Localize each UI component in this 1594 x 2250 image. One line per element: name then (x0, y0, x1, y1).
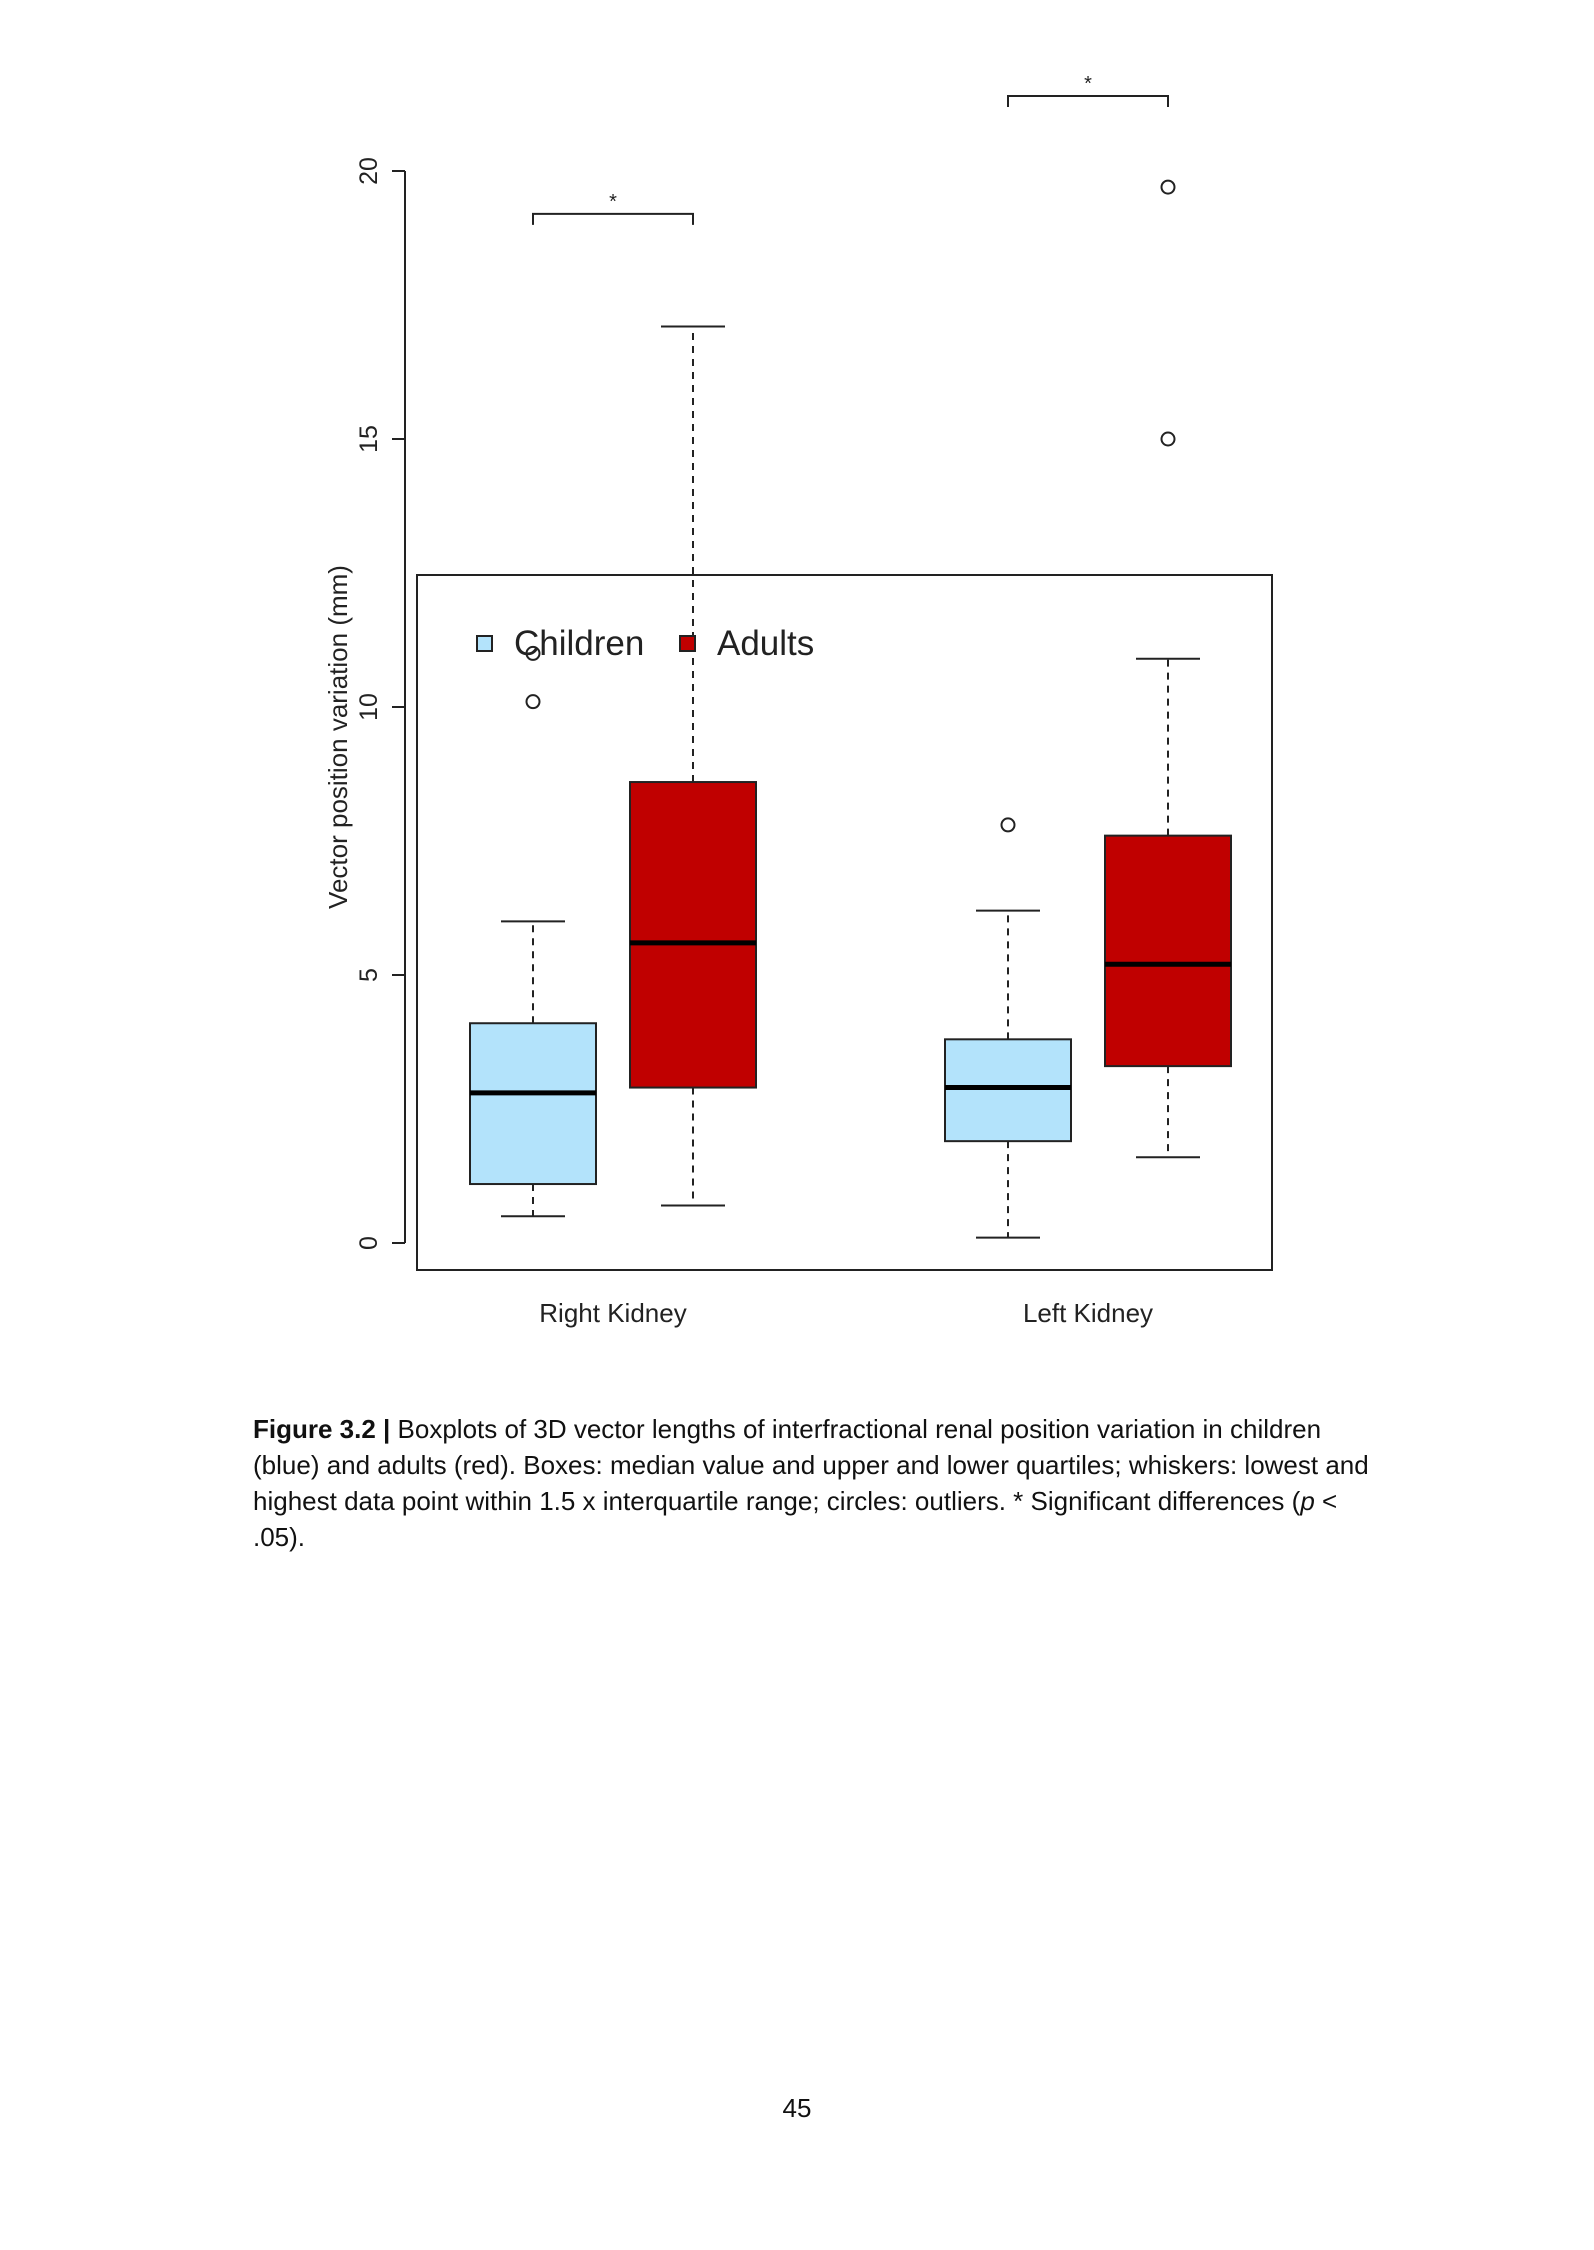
category-label-left-kidney: Left Kidney (1022, 1298, 1154, 1328)
outlier-point (1162, 433, 1175, 446)
box-children-left-kidney (945, 818, 1071, 1237)
y-tick-label: 20 (355, 157, 383, 185)
page-number: 45 (782, 2093, 812, 2123)
box-adults-left-kidney (1105, 181, 1231, 1158)
y-tick-label: 5 (355, 968, 383, 982)
y-axis-label: Vector position variation (mm) (323, 565, 353, 909)
significance-bracket (1008, 96, 1168, 107)
significance-star: * (1084, 72, 1092, 95)
box-iqr (945, 1039, 1071, 1141)
significance-bracket (533, 214, 693, 225)
y-tick-label: 15 (355, 425, 383, 453)
caption-text-end: < .05). (253, 1486, 1338, 1552)
category-label-right-kidney: Right Kidney (539, 1298, 687, 1328)
boxplot-chart (300, 72, 1320, 1360)
legend-swatch (680, 636, 695, 651)
box-iqr (1105, 836, 1231, 1066)
significance-left-kidney (1008, 73, 1168, 107)
outlier-point (1002, 818, 1015, 831)
box-adults-right-kidney (630, 326, 756, 1205)
significance-right-kidney (533, 191, 693, 225)
legend-entry-adults (680, 624, 814, 663)
legend-swatch (477, 636, 492, 651)
y-tick-label: 10 (355, 693, 383, 721)
caption-figure-label: Figure 3.2 | (253, 1414, 391, 1444)
box-iqr (470, 1023, 596, 1184)
legend-label: Adults (717, 624, 815, 663)
legend-entry-children (477, 624, 644, 663)
outlier-point (527, 695, 540, 708)
caption-p-symbol: p (1300, 1486, 1315, 1516)
figure-caption (253, 1411, 1383, 1555)
box-children-right-kidney (470, 647, 596, 1216)
outlier-point (1162, 181, 1175, 194)
box-iqr (630, 782, 756, 1088)
y-tick-label: 0 (355, 1236, 383, 1250)
caption-text: Boxplots of 3D vector lengths of interfractional renal position variation in children (blue) and adults (red). Boxes: median value and upper and lower quartiles; whiskers: lowest and highest data point within 1.5 x interquartile range; circles: outliers. * Significant differences ( (253, 1414, 1369, 1516)
legend-label: Children (514, 624, 645, 663)
significance-star: * (609, 190, 617, 213)
boxplot-figure (300, 72, 1320, 1360)
